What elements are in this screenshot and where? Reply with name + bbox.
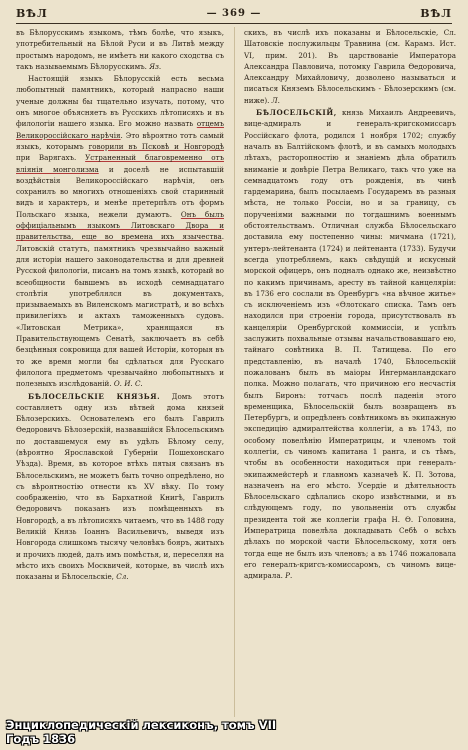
paragraph — [244, 107, 456, 581]
author-signature: О. И. С. — [113, 379, 143, 389]
page-header — [16, 4, 452, 22]
header-rule — [16, 23, 452, 24]
caption-title: Энциклопедическій лексиконъ, томъ VII — [6, 718, 277, 732]
entry-heading: БѢЛОСЕЛЬСКІЙ, — [256, 108, 337, 118]
page-number: — 369 — — [206, 7, 262, 19]
paragraph — [244, 27, 456, 106]
author-signature: Сл. — [116, 572, 129, 582]
paragraph — [16, 391, 224, 583]
underlined-phrase: Онъ былъ оффиціальнымъ языкомъ Литовскаго Двора и правительства, еще во времена ихъ язычества — [16, 209, 224, 242]
text-run: въ Бѣлорусскимъ языкомъ, тѣмъ болѣе, что языкъ, употребительный на Бѣлой Руси и въ Литвѣ между простымъ народомъ, не имѣетъ ни какого сходства съ такъ называемымъ Бѣлорусскимъ. — [16, 28, 224, 71]
caption-year: Годъ 1836 — [6, 732, 76, 746]
underlined-phrase: отцемъ Великороссійскаго нарѣчія — [16, 119, 224, 140]
text-run: Домъ этотъ составляетъ одну изъ вѣтвей дома князей Бѣлозерскихъ. Основателемъ его былъ Гаврилъ Ѳедоровичъ Бѣлозерскій, назвавшійся Бѣлосельскимъ по доставшемуся ему въ удѣлъ Бѣлому селу, (вѣроятно Ярославской Губерніи Пошехонскаго Уѣзда). Время, въ которое втѣхъ пятыя связанъ въ Бѣлосельскимъ, не можетъ быть точно опредѣлено, но съ вѣроятностію отнести къ XV вѣку. По тому соображенію, что въ Бархатной Книгѣ, Гаврилъ Ѳедоровичъ показанъ изъ помѣщенныхъ въ Новгородѣ, а въ лѣтописяхъ читаемъ, что въ 1488 году Великій Князь Іоаннъ Васильевичъ, выведя изъ Новгорода слишкомъ тысячу человѣкъ бояръ, житыхъ и прочихъ людей, далъ имъ помѣстья, и, переселяя на мѣсто ихъ своихъ Москвичей, которые, въ числѣ ихъ показаны и Бѣлосельскіе, — [16, 391, 224, 582]
column-divider — [234, 27, 235, 717]
underlined-phrase: говорили въ Псковѣ и Новгородѣ — [88, 141, 224, 151]
text-run: . Литовскій статутъ, памятникъ чрезвычайно важный для исторіи нашего законодательства и для древней Русской филологіи, писанъ на томъ языкѣ, который во всеобщности бывшемъ въ исходѣ семнадцатаго столѣтія употреблялся въ документахъ, призываемыхъ въ Виленскомъ магистратѣ, и во всѣхъ привилегіяхъ и актахъ таможенныхъ судовъ. «Литовская Метрика», хранящаяся въ Правительствующемъ Сенатѣ, заключаетъ въ себѣ безцѣнныя сокровища для вашей Исторіи, которыя въ то же время могли бы сдѣлаться для Русскаго филолога предметомъ чрезвычайно любопытныхъ и полезныхъ изслѣдованій. — [16, 232, 224, 389]
text-run: . Это вѣроятно тотъ самый языкъ, которымъ — [16, 130, 224, 151]
paragraph — [16, 27, 224, 72]
right-column — [244, 27, 456, 582]
entry-heading: БѢЛОСЕЛЬСКІЕ КНЯЗЬЯ. — [28, 391, 161, 401]
author-signature: Яз. — [149, 61, 162, 71]
paragraph — [16, 73, 224, 389]
text-run: ч — [403, 435, 408, 445]
left-column — [16, 27, 224, 583]
text-run: Настоящій языкъ Бѣлорусскій есть весьма любопытный памятникъ, который напрасно наши ученые должны бы тщательно изучать, потому, что онъ многое объясняетъ въ Русскихъ лѣтописяхъ и въ филологіи нашего языка. Его можно назвать — [16, 74, 224, 129]
header-left-word: ВѢЛ — [16, 6, 48, 20]
author-signature: Л. — [271, 95, 280, 105]
underlined-phrase: Устраненный благовременно отъ вліянія монголизма — [16, 153, 224, 174]
text-run: и доселѣ не испытавшій воздѣйствія Великороссійскаго нарѣчія, онъ сохранилъ во многихъ отношеніяхъ свой старинный видъ и характеръ, и менѣе претерпѣлъ отъ формъ Польскаго языка, нежели думаютъ. — [16, 164, 224, 219]
text-run: скихъ, въ числѣ ихъ показаны и Бѣлосельскіе, Сл. Шатовскіе послужильцы Травнина (см. Карамз. Ист. VI, прим. 201). Въ царствованіе Императора Александра Павловича, потомку Гаврила Ѳедоровича, Александру Михайловичу, дозволено называться и писаться Княземъ Бѣлосельскимъ - Бѣлозерскимъ (см. ниже). — [244, 28, 456, 105]
author-signature: Р. — [285, 571, 293, 581]
text-run: князь Михаилъ Андреевичъ, вице-адмиралъ и генералъ-кригскомиссаръ Россійскаго флота, родился 1 ноября 1702; службу началъ въ Балтійскомъ флотѣ, и въ самыхъ молодыхъ лѣтахъ, расторопностію и знаніемъ дѣла обратилъ вниманіе и довѣріе Петра Великаго, такъ что уже на семнадцатомъ году отъ рожденія, въ чинѣ гардемарина, былъ посылаемъ Государемъ въ разныя мѣста, не только Россіи, но и за границу, съ порученіями важными по тогдашнимъ военнымъ обстоятельствамъ. Отличная служба Бѣлосельскаго доставила ему постепенно чины: мичмана (1721), унтеръ-лейтенанта (1724) и лейтенанта (1733). Будучи всегда употребляемъ, какъ свѣдущій и искусный морской офицеръ, онъ подналъ однако же, неизвѣстно по какимъ причинамъ, аресту въ тайной канцеляріи: въ 1736 его сослали въ Оренбургъ «на вѣчное житье» съ исключеніемъ изъ «Ѳлотскаго списка. Тамъ онъ находился при строеніи города, присутствовалъ въ канцеляріи Оренбургской коммиссіи, и успѣлъ заслужить похвальные отзывы начальствовавшаго ею, тайнаго совѣтника В. П. Татищева. По его представленію, въ началѣ 1740, Бѣлосельскій пожалованъ былъ въ маіоры Ингерманландскаго полка. Можно полагать, что причиною его несчастія былъ Биронъ: тотчасъ послѣ паденія этого временщика, Бѣлосельскій былъ возвращенъ въ Петербургъ, и опредѣленъ совѣтникомъ въ экипажную экспедицію адмиралтейства коллегіи, а въ 1743, по особому повелѣнію Императрицы, и — [244, 108, 456, 445]
text-run: при Варягахъ. — [16, 153, 86, 163]
source-caption — [6, 718, 276, 746]
header-right-word: ВѢЛ — [420, 6, 452, 20]
text-run: леномъ той коллегіи, съ чиномъ капитана 1 ранга, и съ тѣмъ, чтобы въ особенности находиться при генералъ-экипажмейстерѣ и главномъ казначеѣ К. П. Зотова, назначенъ на его мѣсто. Усердіе и дѣятельность Бѣлосельскаго сдѣлались скоро извѣстными, и въ слѣдующемъ году, по увольненіи отъ службы президента той же коллегіи графа Н. Ѳ. Головина, Императрица повелѣла докладывать Себѣ о всѣхъ дѣлахъ по морской части Бѣлосельскому, хотя онъ тогда еще не былъ изъ членовъ; а въ 1746 пожаловала его генералъ-кригсъ-комиссаромъ, съ чиномъ вице-адмирала. — [244, 435, 456, 581]
